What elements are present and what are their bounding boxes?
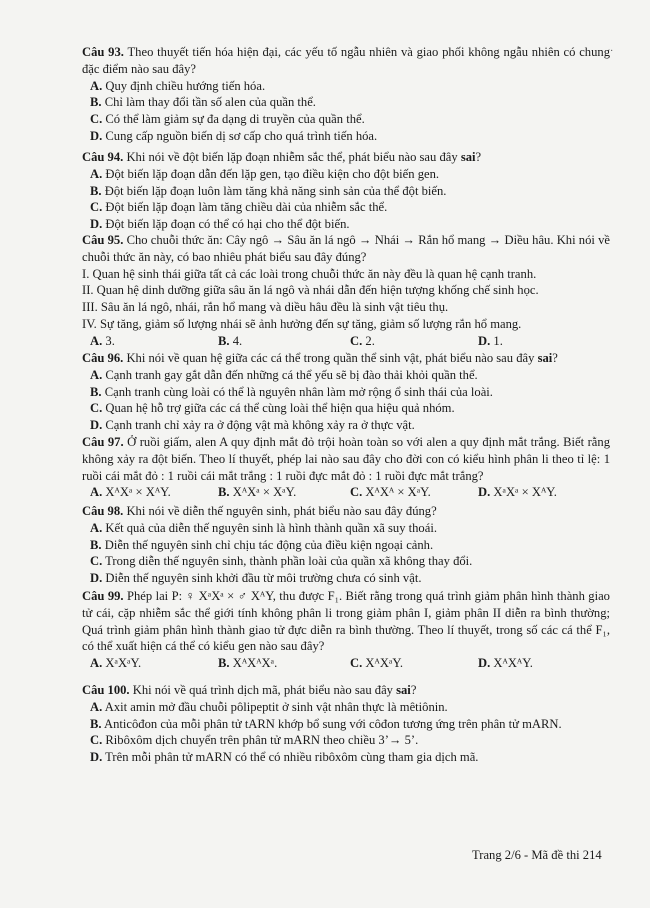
question-stem xyxy=(82,44,610,78)
statement-2: II. Quan hệ dinh dưỡng giữa sâu ăn lá ngô và nhái dẫn đến hiện tượng khống chế sinh học. xyxy=(82,283,539,298)
option-a: A. XᵃXᵃY. xyxy=(90,656,142,671)
option-a: A. Quy định chiều hướng tiến hóa. xyxy=(90,78,266,93)
question-100 xyxy=(82,682,610,766)
statement-3: III. Sâu ăn lá ngô, nhái, rắn hổ mang và diều hâu đều là sinh vật tiêu thụ. xyxy=(82,300,449,315)
option-c: C. Trong diễn thế nguyên sinh, thành phần loài của quần xã không thay đổi. xyxy=(90,554,473,569)
option-c: C. Quan hệ hỗ trợ giữa các cá thể cùng loài thể hiện qua hiệu quả nhóm. xyxy=(90,401,455,416)
option-c: C. 2. xyxy=(350,333,375,348)
option-c: C. XᴬXᴬ × XᵃY. xyxy=(350,485,431,500)
question-number: Câu 98. xyxy=(82,504,124,518)
question-stem: Câu 94. Khi nói về đột biến lặp đoạn nhiễm sắc thể, phát biểu nào sau đây sai? xyxy=(82,150,482,164)
question-93 xyxy=(82,44,610,145)
option-c: C. Ribôxôm dịch chuyển trên phân tử mARN theo chiều 3’→ 5’. xyxy=(90,733,419,748)
option-d: D. Diễn thế nguyên sinh khởi đầu từ môi trường chưa có sinh vật. xyxy=(90,571,422,586)
option-a: A. Kết quả của diễn thế nguyên sinh là hình thành quần xã suy thoái. xyxy=(90,520,437,535)
page-footer: Trang 2/6 - Mã đề thi 214 xyxy=(472,848,602,862)
question-number: Câu 94. xyxy=(82,150,124,164)
options-row xyxy=(82,484,610,501)
corner-mark: · xyxy=(610,46,614,57)
option-b: B. Chỉ làm thay đổi tần số alen của quần thể. xyxy=(90,95,316,110)
question-stem: Câu 97. Ở ruồi giấm, alen A quy định mắt đỏ trội hoàn toàn so với alen a quy định mắt trắng. Biết rằng không xảy ra đột biến. Theo lí thuyết, phép lai nào sau đây cho đời con có kiểu hình phân li theo tỉ lệ: 1 ruồi cái mắt đỏ : 1 ruồi cái mắt trắng : 1 ruồi đực mắt đỏ : 1 ruồi đực mắt trắng? xyxy=(82,435,610,483)
option-a: A. 3. xyxy=(90,333,115,348)
question-number: Câu 96. xyxy=(82,351,124,365)
question-text: Theo thuyết tiến hóa hiện đại, các yếu tố ngẫu nhiên và giao phối không ngẫu nhiên có chung đặc điểm nào sau đây? xyxy=(82,45,610,76)
option-c: C. Đột biến lặp đoạn làm tăng chiều dài của nhiễm sắc thể. xyxy=(90,200,388,215)
option-d: D. Cung cấp nguồn biến dị sơ cấp cho quá trình tiến hóa. xyxy=(90,128,378,143)
option-a: A. Cạnh tranh gay gắt dẫn đến những cá thể yếu sẽ bị đào thải khỏi quần thể. xyxy=(90,367,478,382)
option-b: B. XᴬXᴬXᵃ. xyxy=(218,656,278,671)
option-b: B. Diễn thế nguyên sinh chỉ chịu tác động của điều kiện ngoại cảnh. xyxy=(90,537,434,552)
question-98 xyxy=(82,503,610,587)
option-d: D. 1. xyxy=(478,333,503,348)
question-number: Câu 95. xyxy=(82,233,124,247)
option-a: A. Axit amin mở đầu chuỗi pôlipeptit ở sinh vật nhân thực là mêtiônin. xyxy=(90,699,448,714)
option-b: B. Anticôđon của mỗi phân tử tARN khớp bổ sung với côđon tương ứng trên phân tử mARN. xyxy=(90,716,562,731)
question-number: Câu 99. xyxy=(82,589,124,603)
option-b: B. Đột biến lặp đoạn luôn làm tăng khả năng sinh sản của thể đột biến. xyxy=(90,183,447,198)
question-99 xyxy=(82,588,610,672)
option-b: B. Cạnh tranh cùng loài có thể là nguyên nhân làm mở rộng ổ sinh thái của loài. xyxy=(90,384,493,399)
option-a: A. Đột biến lặp đoạn dẫn đến lặp gen, tạo điều kiện cho đột biến gen. xyxy=(90,166,440,181)
option-b: B. 4. xyxy=(218,333,243,348)
question-97 xyxy=(82,434,610,501)
question-number: Câu 100. xyxy=(82,683,130,697)
question-stem: Câu 96. Khi nói về quan hệ giữa các cá thể trong quần thể sinh vật, phát biểu nào sau đây sai? xyxy=(82,351,558,365)
option-d: D. Cạnh tranh chỉ xảy ra ở động vật mà không xảy ra ở thực vật. xyxy=(90,418,415,433)
option-d: D. XᴬXᴬY. xyxy=(478,656,533,671)
option-d: D. Đột biến lặp đoạn có thể có hại cho thể đột biến. xyxy=(90,217,350,232)
question-95 xyxy=(82,232,610,350)
question-number: Câu 93. xyxy=(82,45,124,59)
option-a: A. XᴬXᵃ × XᴬY. xyxy=(90,485,171,500)
question-96 xyxy=(82,350,610,434)
option-d: D. Trên mỗi phân tử mARN có thể có nhiều ribôxôm cùng tham gia dịch mã. xyxy=(90,750,479,765)
option-c: C. Có thể làm giảm sự đa dạng di truyền của quần thể. xyxy=(90,112,365,127)
options-row xyxy=(82,655,610,672)
option-b: B. XᴬXᵃ × XᵃY. xyxy=(218,485,297,500)
question-stem: Câu 99. Phép lai P: ♀ XᵃXᵃ × ♂ XᴬY, thu được F₁. Biết rằng trong quá trình giảm phân hình thành giao tử cái, cặp nhiễm sắc thể giới tính không phân li trong giảm phân I, giảm phân II diễn ra bình thường; Quá trình giảm phân hình thành giao tử đực diễn ra bình thường. Theo lí thuyết, trong số các cá thể F₁, có thể xuất hiện cá thể có kiểu gen nào sau đây? xyxy=(82,589,610,654)
question-94 xyxy=(82,149,610,233)
statement-4: IV. Sự tăng, giảm số lượng nhái sẽ ảnh hưởng đến sự tăng, giảm số lượng rắn hổ mang. xyxy=(82,316,522,331)
option-d: D. XᵃXᵃ × XᴬY. xyxy=(478,485,557,500)
statement-1: I. Quan hệ sinh thái giữa tất cả các loài trong chuỗi thức ăn này đều là quan hệ cạnh tranh. xyxy=(82,266,537,281)
question-stem: Câu 95. Cho chuỗi thức ăn: Cây ngô → Sâu ăn lá ngô → Nhái → Rắn hổ mang → Diều hâu. Khi nói về chuỗi thức ăn này, có bao nhiêu phát biểu sau đây đúng? xyxy=(82,233,610,264)
option-c: C. XᴬXᵃY. xyxy=(350,656,403,671)
options-row xyxy=(82,333,610,350)
question-number: Câu 97. xyxy=(82,435,124,449)
question-stem: Câu 100. Khi nói về quá trình dịch mã, phát biểu nào sau đây sai? xyxy=(82,683,417,697)
question-stem: Câu 98. Khi nói về diễn thế nguyên sinh, phát biểu nào sau đây đúng? xyxy=(82,504,437,518)
